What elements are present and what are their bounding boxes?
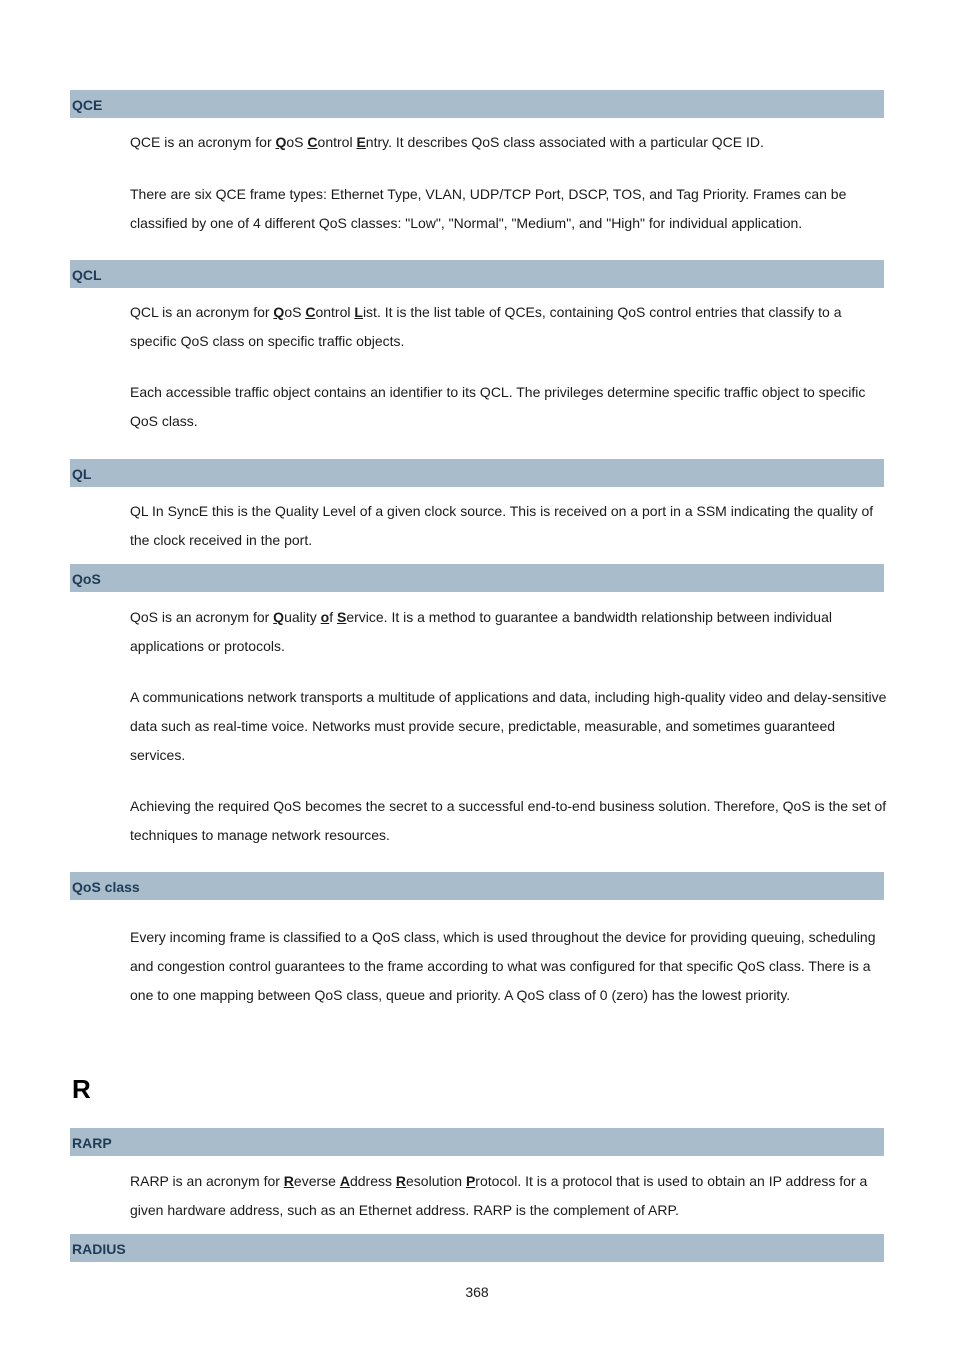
paragraph: There are six QCE frame types: Ethernet Type, VLAN, UDP/TCP Port, DSCP, TOS, and Tag Priority. Frames can be classified by one of 4 different QoS classes: "Low", "Normal", "Medium", and "High" for individual application. xyxy=(130,186,847,231)
section-header-ql xyxy=(70,459,884,487)
paragraph: QCL is an acronym for QoS Control List. It is the list table of QCEs, containing QoS control entries that classify to a specific QoS class on specific traffic objects. xyxy=(130,304,842,349)
page-number: 368 xyxy=(465,1284,489,1300)
section-header-radius xyxy=(70,1234,884,1262)
paragraph: Each accessible traffic object contains an identifier to its QCL. The privileges determine specific traffic object to specific QoS class. xyxy=(130,384,866,429)
paragraph: QCE is an acronym for QoS Control Entry. It describes QoS class associated with a particular QCE ID. xyxy=(130,134,764,150)
paragraph: Every incoming frame is classified to a QoS class, which is used throughout the device for providing queuing, scheduling and congestion control guarantees to the frame according to what was configured for that specific QoS class. There is a one to one mapping between QoS class, queue and priority. A QoS class of 0 (zero) has the lowest priority. xyxy=(130,929,876,1003)
section-title: QCL xyxy=(72,267,102,283)
paragraph: QoS is an acronym for Quality of Service. It is a method to guarantee a bandwidth relationship between individual applications or protocols. xyxy=(130,609,832,654)
paragraph: A communications network transports a multitude of applications and data, including high-quality video and delay-sensitive data such as real-time voice. Networks must provide secure, predictable, measurable, and sometimes guaranteed services. xyxy=(130,689,887,763)
section-title: QoS xyxy=(72,571,101,587)
section-title: QL xyxy=(72,466,92,482)
section-title: RARP xyxy=(72,1135,112,1151)
section-title: QoS class xyxy=(72,879,140,895)
section-header-qos-class xyxy=(70,872,884,900)
alphabet-heading: R xyxy=(72,1074,91,1104)
section-header-qos xyxy=(70,564,884,592)
section-header-qce xyxy=(70,90,884,118)
paragraph: QL In SyncE this is the Quality Level of a given clock source. This is received on a port in a SSM indicating the quality of the clock received in the port. xyxy=(130,503,874,548)
section-title: QCE xyxy=(72,97,103,113)
section-title: RADIUS xyxy=(72,1241,126,1257)
paragraph: RARP is an acronym for Reverse Address Resolution Protocol. It is a protocol that is used to obtain an IP address for a given hardware address, such as an Ethernet address. RARP is the complement of ARP. xyxy=(130,1173,868,1218)
section-header-qcl xyxy=(70,260,884,288)
paragraph: Achieving the required QoS becomes the secret to a successful end-to-end business solution. Therefore, QoS is the set of techniques to manage network resources. xyxy=(130,798,887,843)
section-header-rarp xyxy=(70,1128,884,1156)
